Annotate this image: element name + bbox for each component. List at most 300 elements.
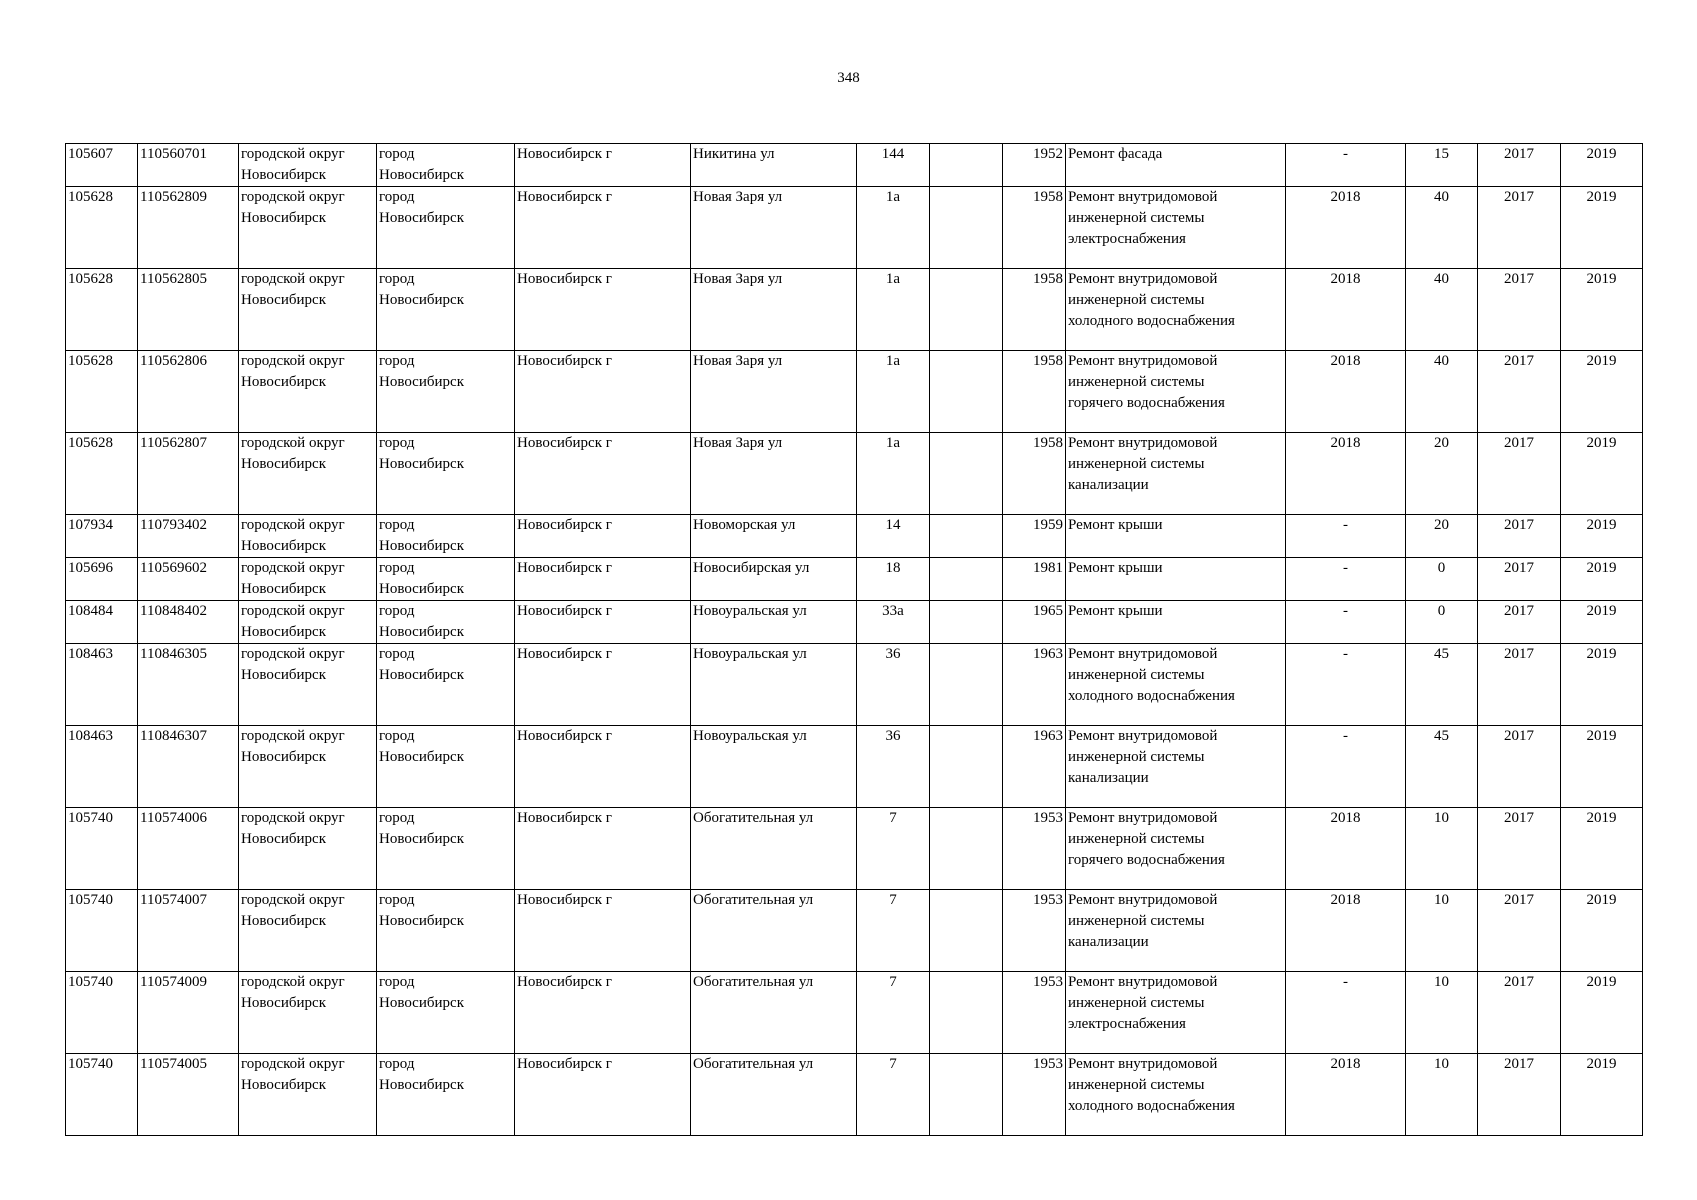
cell-house-number: 7: [857, 972, 930, 1054]
cell-work-type: [1066, 558, 1286, 601]
cell-year-built: 1963: [1003, 726, 1066, 808]
cell-municipality-line: городской округ: [241, 974, 345, 990]
cell-plan-end: 2019: [1561, 808, 1643, 890]
cell-wear-percent: 0: [1406, 601, 1478, 644]
cell-work-type-line: Ремонт крыши: [1068, 560, 1163, 576]
cell-municipality-line: городской округ: [241, 146, 345, 162]
cell-year-done: 2018: [1286, 269, 1406, 351]
cell-municipality-line: Новосибирск: [241, 292, 326, 308]
cell-building-block: [930, 144, 1003, 187]
cell-year-built: 1958: [1003, 351, 1066, 433]
cell-municipality-line: городской округ: [241, 892, 345, 908]
cell-year-done: 2018: [1286, 433, 1406, 515]
table-row: [66, 972, 1643, 1054]
cell-object-id: 105740: [66, 972, 138, 1054]
cell-municipality-line: городской округ: [241, 603, 345, 619]
cell-year-built: 1965: [1003, 601, 1066, 644]
cell-plan-end: 2019: [1561, 726, 1643, 808]
table-row: [66, 433, 1643, 515]
cell-year-done: -: [1286, 726, 1406, 808]
cell-municipality-line: городской округ: [241, 728, 345, 744]
cell-year-done: 2018: [1286, 351, 1406, 433]
cell-municipality-line: городской округ: [241, 810, 345, 826]
cell-settlement-line: Новосибирск: [379, 749, 464, 765]
cell-municipality-line: городской округ: [241, 646, 345, 662]
cell-municipality-line: городской округ: [241, 560, 345, 576]
cell-city: Новосибирск г: [515, 890, 691, 972]
cell-city: Новосибирск г: [515, 433, 691, 515]
cell-building-block: [930, 644, 1003, 726]
cell-city: Новосибирск г: [515, 558, 691, 601]
cell-municipality-line: Новосибирск: [241, 667, 326, 683]
cell-city: Новосибирск г: [515, 515, 691, 558]
cell-settlement-line: город: [379, 1056, 415, 1072]
cell-work-type-line: Ремонт внутридомовой: [1068, 974, 1218, 990]
cell-building-block: [930, 808, 1003, 890]
cell-settlement-line: город: [379, 146, 415, 162]
cell-year-built: 1963: [1003, 644, 1066, 726]
cell-municipality: [239, 433, 377, 515]
cell-plan-end: 2019: [1561, 144, 1643, 187]
cell-work-type: [1066, 187, 1286, 269]
cell-object-id: 105740: [66, 808, 138, 890]
cell-record-code: 110574005: [138, 1054, 239, 1136]
cell-municipality: [239, 269, 377, 351]
cell-settlement-line: город: [379, 271, 415, 287]
cell-year-done: 2018: [1286, 187, 1406, 269]
cell-work-type-line: горячего водоснабжения: [1068, 852, 1225, 868]
cell-work-type: [1066, 269, 1286, 351]
cell-house-number: 1а: [857, 269, 930, 351]
cell-house-number: 7: [857, 808, 930, 890]
table-row: [66, 644, 1643, 726]
cell-city: Новосибирск г: [515, 601, 691, 644]
table-row: [66, 890, 1643, 972]
cell-work-type-line: холодного водоснабжения: [1068, 688, 1235, 704]
cell-settlement: [377, 433, 515, 515]
cell-building-block: [930, 433, 1003, 515]
cell-year-built: 1952: [1003, 144, 1066, 187]
cell-city: Новосибирск г: [515, 808, 691, 890]
cell-work-type-line: инженерной системы: [1068, 667, 1205, 683]
cell-work-type-line: Ремонт внутридомовой: [1068, 892, 1218, 908]
cell-record-code: 110574009: [138, 972, 239, 1054]
cell-wear-percent: 10: [1406, 808, 1478, 890]
cell-work-type-line: канализации: [1068, 770, 1149, 786]
cell-municipality: [239, 144, 377, 187]
cell-street: Никитина ул: [691, 144, 857, 187]
cell-work-type-line: горячего водоснабжения: [1068, 395, 1225, 411]
cell-year-done: -: [1286, 644, 1406, 726]
cell-wear-percent: 10: [1406, 972, 1478, 1054]
table-body: [66, 144, 1643, 1136]
cell-settlement-line: Новосибирск: [379, 624, 464, 640]
cell-work-type-line: Ремонт внутридомовой: [1068, 189, 1218, 205]
cell-year-built: 1981: [1003, 558, 1066, 601]
cell-year-done: -: [1286, 601, 1406, 644]
table-row: [66, 726, 1643, 808]
cell-year-done: 2018: [1286, 808, 1406, 890]
cell-building-block: [930, 1054, 1003, 1136]
cell-wear-percent: 20: [1406, 433, 1478, 515]
cell-year-built: 1953: [1003, 890, 1066, 972]
cell-city: Новосибирск г: [515, 144, 691, 187]
cell-plan-start: 2017: [1478, 808, 1561, 890]
cell-municipality-line: Новосибирск: [241, 831, 326, 847]
cell-municipality-line: Новосибирск: [241, 581, 326, 597]
cell-street: Новоуральская ул: [691, 601, 857, 644]
repair-registry-table: [65, 143, 1643, 1136]
cell-object-id: 108463: [66, 726, 138, 808]
table-row: [66, 558, 1643, 601]
cell-year-done: -: [1286, 144, 1406, 187]
cell-street: Новоморская ул: [691, 515, 857, 558]
cell-work-type-line: Ремонт фасада: [1068, 146, 1163, 162]
cell-wear-percent: 45: [1406, 726, 1478, 808]
cell-municipality-line: городской округ: [241, 517, 345, 533]
cell-street: Новосибирская ул: [691, 558, 857, 601]
cell-object-id: 105628: [66, 433, 138, 515]
cell-municipality: [239, 808, 377, 890]
cell-work-type-line: инженерной системы: [1068, 210, 1205, 226]
cell-settlement: [377, 351, 515, 433]
table-row: [66, 351, 1643, 433]
cell-municipality: [239, 1054, 377, 1136]
cell-plan-end: 2019: [1561, 972, 1643, 1054]
cell-plan-start: 2017: [1478, 890, 1561, 972]
cell-street: Обогатительная ул: [691, 1054, 857, 1136]
cell-work-type: [1066, 972, 1286, 1054]
cell-building-block: [930, 601, 1003, 644]
cell-municipality-line: Новосибирск: [241, 995, 326, 1011]
cell-work-type: [1066, 1054, 1286, 1136]
cell-settlement-line: город: [379, 560, 415, 576]
cell-object-id: 107934: [66, 515, 138, 558]
cell-settlement: [377, 269, 515, 351]
cell-house-number: 36: [857, 726, 930, 808]
cell-settlement-line: город: [379, 353, 415, 369]
cell-work-type-line: Ремонт внутридомовой: [1068, 728, 1218, 744]
cell-settlement-line: город: [379, 892, 415, 908]
cell-settlement-line: Новосибирск: [379, 538, 464, 554]
cell-settlement-line: Новосибирск: [379, 913, 464, 929]
cell-record-code: 110846307: [138, 726, 239, 808]
cell-city: Новосибирск г: [515, 726, 691, 808]
cell-municipality-line: городской округ: [241, 1056, 345, 1072]
cell-plan-end: 2019: [1561, 1054, 1643, 1136]
cell-plan-end: 2019: [1561, 351, 1643, 433]
cell-plan-end: 2019: [1561, 644, 1643, 726]
cell-settlement-line: город: [379, 810, 415, 826]
cell-work-type-line: холодного водоснабжения: [1068, 313, 1235, 329]
cell-street: Новая Заря ул: [691, 433, 857, 515]
table-row: [66, 269, 1643, 351]
cell-year-built: 1959: [1003, 515, 1066, 558]
cell-plan-end: 2019: [1561, 890, 1643, 972]
cell-work-type: [1066, 890, 1286, 972]
cell-wear-percent: 10: [1406, 1054, 1478, 1136]
cell-record-code: 110846305: [138, 644, 239, 726]
cell-year-built: 1958: [1003, 433, 1066, 515]
cell-wear-percent: 40: [1406, 351, 1478, 433]
cell-plan-start: 2017: [1478, 269, 1561, 351]
cell-wear-percent: 10: [1406, 890, 1478, 972]
cell-municipality-line: Новосибирск: [241, 210, 326, 226]
cell-settlement: [377, 515, 515, 558]
cell-plan-end: 2019: [1561, 601, 1643, 644]
cell-house-number: 36: [857, 644, 930, 726]
cell-year-built: 1953: [1003, 1054, 1066, 1136]
cell-record-code: 110793402: [138, 515, 239, 558]
cell-record-code: 110562809: [138, 187, 239, 269]
table-row: [66, 515, 1643, 558]
cell-settlement: [377, 1054, 515, 1136]
cell-settlement-line: Новосибирск: [379, 167, 464, 183]
cell-city: Новосибирск г: [515, 187, 691, 269]
cell-settlement-line: Новосибирск: [379, 667, 464, 683]
cell-municipality-line: Новосибирск: [241, 624, 326, 640]
cell-building-block: [930, 726, 1003, 808]
cell-municipality-line: Новосибирск: [241, 374, 326, 390]
cell-work-type: [1066, 601, 1286, 644]
cell-settlement-line: город: [379, 728, 415, 744]
cell-wear-percent: 0: [1406, 558, 1478, 601]
cell-building-block: [930, 890, 1003, 972]
cell-work-type-line: инженерной системы: [1068, 749, 1205, 765]
cell-house-number: 7: [857, 1054, 930, 1136]
cell-wear-percent: 40: [1406, 187, 1478, 269]
cell-building-block: [930, 558, 1003, 601]
cell-municipality: [239, 187, 377, 269]
cell-settlement: [377, 558, 515, 601]
cell-house-number: 144: [857, 144, 930, 187]
cell-object-id: 108484: [66, 601, 138, 644]
cell-year-done: -: [1286, 972, 1406, 1054]
cell-city: Новосибирск г: [515, 1054, 691, 1136]
cell-object-id: 105740: [66, 890, 138, 972]
cell-plan-end: 2019: [1561, 433, 1643, 515]
cell-object-id: 105607: [66, 144, 138, 187]
cell-year-done: -: [1286, 515, 1406, 558]
cell-plan-start: 2017: [1478, 558, 1561, 601]
cell-wear-percent: 20: [1406, 515, 1478, 558]
cell-plan-start: 2017: [1478, 1054, 1561, 1136]
cell-municipality: [239, 558, 377, 601]
cell-object-id: 105628: [66, 351, 138, 433]
cell-settlement-line: Новосибирск: [379, 456, 464, 472]
cell-building-block: [930, 187, 1003, 269]
cell-plan-start: 2017: [1478, 515, 1561, 558]
cell-building-block: [930, 351, 1003, 433]
cell-work-type-line: Ремонт крыши: [1068, 603, 1163, 619]
table-row: [66, 187, 1643, 269]
cell-plan-start: 2017: [1478, 351, 1561, 433]
cell-work-type-line: инженерной системы: [1068, 374, 1205, 390]
table-row: [66, 601, 1643, 644]
cell-work-type-line: холодного водоснабжения: [1068, 1098, 1235, 1114]
cell-house-number: 1а: [857, 433, 930, 515]
cell-plan-start: 2017: [1478, 601, 1561, 644]
cell-municipality: [239, 644, 377, 726]
cell-street: Новоуральская ул: [691, 644, 857, 726]
cell-plan-start: 2017: [1478, 433, 1561, 515]
cell-house-number: 14: [857, 515, 930, 558]
cell-street: Новая Заря ул: [691, 187, 857, 269]
cell-street: Обогатительная ул: [691, 972, 857, 1054]
cell-plan-end: 2019: [1561, 515, 1643, 558]
cell-municipality: [239, 890, 377, 972]
cell-municipality-line: Новосибирск: [241, 749, 326, 765]
cell-record-code: 110574007: [138, 890, 239, 972]
cell-wear-percent: 45: [1406, 644, 1478, 726]
cell-year-built: 1958: [1003, 187, 1066, 269]
cell-house-number: 33а: [857, 601, 930, 644]
cell-work-type-line: инженерной системы: [1068, 456, 1205, 472]
cell-record-code: 110848402: [138, 601, 239, 644]
cell-year-done: 2018: [1286, 1054, 1406, 1136]
cell-settlement-line: Новосибирск: [379, 210, 464, 226]
cell-settlement: [377, 187, 515, 269]
cell-object-id: 105628: [66, 187, 138, 269]
cell-street: Обогатительная ул: [691, 808, 857, 890]
cell-house-number: 1а: [857, 351, 930, 433]
cell-settlement: [377, 144, 515, 187]
cell-street: Новоуральская ул: [691, 726, 857, 808]
cell-house-number: 18: [857, 558, 930, 601]
cell-city: Новосибирск г: [515, 644, 691, 726]
cell-record-code: 110562806: [138, 351, 239, 433]
cell-work-type: [1066, 808, 1286, 890]
cell-work-type-line: канализации: [1068, 477, 1149, 493]
cell-plan-start: 2017: [1478, 187, 1561, 269]
cell-work-type: [1066, 515, 1286, 558]
cell-work-type-line: инженерной системы: [1068, 831, 1205, 847]
cell-object-id: 105696: [66, 558, 138, 601]
cell-municipality: [239, 601, 377, 644]
cell-municipality-line: городской округ: [241, 189, 345, 205]
cell-municipality: [239, 726, 377, 808]
cell-municipality-line: городской округ: [241, 271, 345, 287]
cell-record-code: 110569602: [138, 558, 239, 601]
cell-settlement-line: Новосибирск: [379, 581, 464, 597]
cell-work-type-line: электроснабжения: [1068, 1016, 1186, 1032]
cell-work-type-line: Ремонт внутридомовой: [1068, 271, 1218, 287]
cell-municipality-line: Новосибирск: [241, 456, 326, 472]
cell-record-code: 110562807: [138, 433, 239, 515]
cell-settlement-line: город: [379, 435, 415, 451]
cell-municipality-line: Новосибирск: [241, 167, 326, 183]
cell-municipality: [239, 972, 377, 1054]
cell-year-done: -: [1286, 558, 1406, 601]
cell-city: Новосибирск г: [515, 972, 691, 1054]
cell-settlement-line: город: [379, 603, 415, 619]
cell-municipality-line: Новосибирск: [241, 1077, 326, 1093]
cell-year-done: 2018: [1286, 890, 1406, 972]
cell-record-code: 110560701: [138, 144, 239, 187]
cell-plan-end: 2019: [1561, 558, 1643, 601]
cell-settlement: [377, 972, 515, 1054]
cell-settlement-line: Новосибирск: [379, 831, 464, 847]
cell-street: Новая Заря ул: [691, 269, 857, 351]
cell-object-id: 105740: [66, 1054, 138, 1136]
table-row: [66, 144, 1643, 187]
cell-municipality-line: Новосибирск: [241, 913, 326, 929]
cell-year-built: 1953: [1003, 808, 1066, 890]
page-number: 348: [837, 70, 860, 86]
cell-year-built: 1953: [1003, 972, 1066, 1054]
cell-settlement-line: город: [379, 646, 415, 662]
cell-settlement-line: Новосибирск: [379, 292, 464, 308]
cell-street: Обогатительная ул: [691, 890, 857, 972]
cell-municipality: [239, 515, 377, 558]
cell-object-id: 108463: [66, 644, 138, 726]
cell-work-type: [1066, 726, 1286, 808]
cell-settlement-line: город: [379, 974, 415, 990]
cell-work-type-line: Ремонт внутридомовой: [1068, 353, 1218, 369]
cell-settlement-line: Новосибирск: [379, 374, 464, 390]
cell-object-id: 105628: [66, 269, 138, 351]
cell-work-type-line: Ремонт внутридомовой: [1068, 810, 1218, 826]
cell-work-type-line: инженерной системы: [1068, 913, 1205, 929]
cell-settlement-line: Новосибирск: [379, 1077, 464, 1093]
cell-work-type-line: инженерной системы: [1068, 292, 1205, 308]
cell-plan-start: 2017: [1478, 972, 1561, 1054]
cell-municipality-line: городской округ: [241, 435, 345, 451]
cell-record-code: 110562805: [138, 269, 239, 351]
cell-settlement: [377, 601, 515, 644]
cell-building-block: [930, 515, 1003, 558]
cell-house-number: 1а: [857, 187, 930, 269]
cell-work-type: [1066, 144, 1286, 187]
cell-work-type-line: канализации: [1068, 934, 1149, 950]
cell-work-type-line: электроснабжения: [1068, 231, 1186, 247]
cell-city: Новосибирск г: [515, 269, 691, 351]
cell-work-type-line: Ремонт внутридомовой: [1068, 646, 1218, 662]
cell-settlement: [377, 890, 515, 972]
cell-work-type-line: Ремонт крыши: [1068, 517, 1163, 533]
cell-city: Новосибирск г: [515, 351, 691, 433]
cell-plan-start: 2017: [1478, 144, 1561, 187]
cell-wear-percent: 15: [1406, 144, 1478, 187]
cell-settlement: [377, 726, 515, 808]
table-row: [66, 808, 1643, 890]
cell-work-type: [1066, 351, 1286, 433]
cell-year-built: 1958: [1003, 269, 1066, 351]
cell-municipality-line: Новосибирск: [241, 538, 326, 554]
cell-plan-end: 2019: [1561, 187, 1643, 269]
cell-house-number: 7: [857, 890, 930, 972]
table-row: [66, 1054, 1643, 1136]
cell-settlement-line: город: [379, 517, 415, 533]
cell-plan-start: 2017: [1478, 644, 1561, 726]
cell-municipality: [239, 351, 377, 433]
cell-wear-percent: 40: [1406, 269, 1478, 351]
cell-work-type-line: инженерной системы: [1068, 995, 1205, 1011]
cell-street: Новая Заря ул: [691, 351, 857, 433]
cell-settlement-line: город: [379, 189, 415, 205]
cell-plan-start: 2017: [1478, 726, 1561, 808]
cell-work-type-line: инженерной системы: [1068, 1077, 1205, 1093]
cell-work-type: [1066, 433, 1286, 515]
cell-plan-end: 2019: [1561, 269, 1643, 351]
cell-record-code: 110574006: [138, 808, 239, 890]
cell-settlement-line: Новосибирск: [379, 995, 464, 1011]
cell-municipality-line: городской округ: [241, 353, 345, 369]
cell-settlement: [377, 644, 515, 726]
cell-building-block: [930, 972, 1003, 1054]
cell-building-block: [930, 269, 1003, 351]
cell-work-type-line: Ремонт внутридомовой: [1068, 1056, 1218, 1072]
